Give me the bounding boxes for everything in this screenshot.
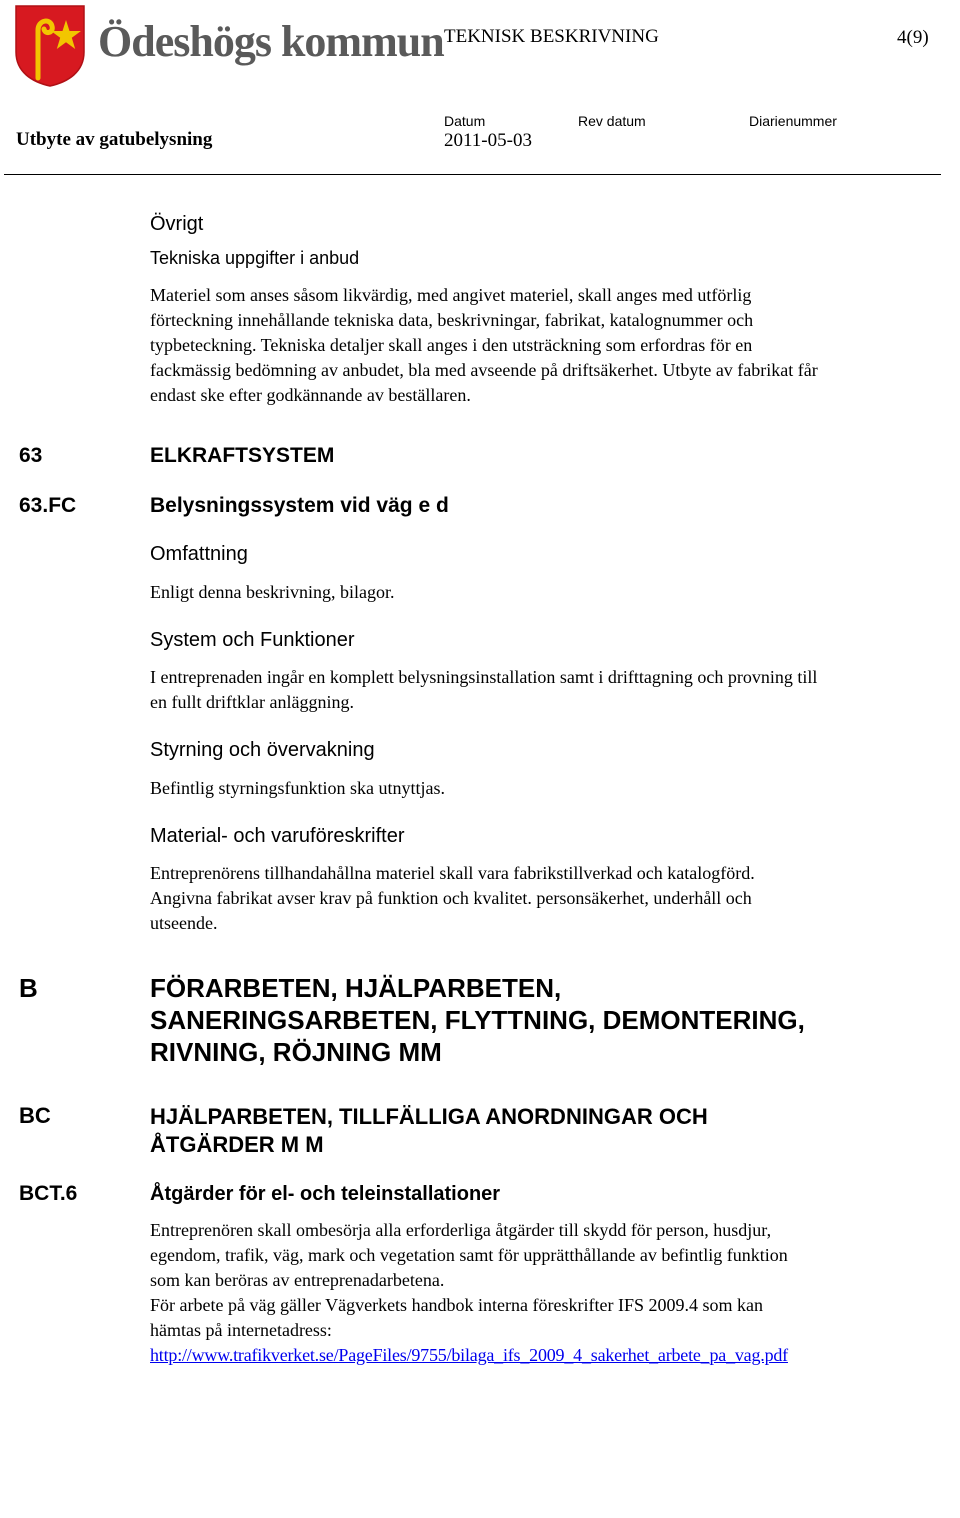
page-number: 4(9) <box>897 27 929 48</box>
text-line: typbeteckning. Tekniska detaljer skall anges i den utsträckning som erfordras för en <box>150 335 753 355</box>
section-bct6-title: Åtgärder för el- och teleinstallationer <box>150 1183 501 1205</box>
section-bc-title <box>150 1103 708 1159</box>
section-63-title: ELKRAFTSYSTEM <box>150 444 335 467</box>
bct6-paragraph <box>150 1218 788 1368</box>
text-line: Materiel som anses såsom likvärdig, med angivet materiel, skall anges med utförlig <box>150 285 752 305</box>
title-line: SANERINGSARBETEN, FLYTTNING, DEMONTERING, <box>150 1005 805 1035</box>
ovrigt-paragraph <box>150 283 818 408</box>
diarienummer-label: Diarienummer <box>749 113 837 129</box>
styrning-heading: Styrning och övervakning <box>150 739 375 761</box>
section-b-code: B <box>19 973 38 1003</box>
text-line: Entreprenörens tillhandahållna materiel skall vara fabrikstillverkad och katalogförd. <box>150 863 755 883</box>
date-value: 2011-05-03 <box>444 130 532 151</box>
title-line: ÅTGÄRDER M M <box>150 1132 324 1157</box>
trafikverket-pdf-link[interactable]: http://www.trafikverket.se/PageFiles/9755/bilaga_ifs_2009_4_sakerhet_arbete_pa_vag.pdf <box>150 1345 788 1365</box>
title-line: HJÄLPARBETEN, TILLFÄLLIGA ANORDNINGAR OCH <box>150 1104 708 1129</box>
text-line: hämtas på internetadress: <box>150 1320 332 1340</box>
text-line: utseende. <box>150 913 218 933</box>
material-heading: Material- och varuföreskrifter <box>150 825 405 847</box>
text-line: Entreprenören skall ombesörja alla erforderliga åtgärder till skydd för person, husdjur, <box>150 1220 772 1240</box>
text-line: I entreprenaden ingår en komplett belysningsinstallation samt i drifttagning och provning till <box>150 667 818 687</box>
section-b-title <box>150 972 805 1068</box>
text-line: som kan beröras av entreprenadarbetena. <box>150 1270 445 1290</box>
project-title: Utbyte av gatubelysning <box>16 129 213 150</box>
ovrigt-subheading: Tekniska uppgifter i anbud <box>150 248 360 268</box>
org-name: Ödeshögs kommun <box>98 17 444 66</box>
header-divider <box>4 174 941 175</box>
section-63fc-code: 63.FC <box>19 494 77 517</box>
rev-date-label: Rev datum <box>578 113 646 129</box>
text-line: egendom, trafik, väg, mark och vegetation samt för upprätthållande av befintlig funktion <box>150 1245 788 1265</box>
text-line: en fullt driftklar anläggning. <box>150 692 354 712</box>
text-line: Angivna fabrikat avser krav på funktion och kvalitet. personsäkerhet, underhåll och <box>150 888 752 908</box>
text-line: endast ske efter godkännande av beställaren. <box>150 385 471 405</box>
section-bc-code: BC <box>19 1103 51 1128</box>
ovrigt-heading: Övrigt <box>150 213 204 235</box>
system-heading: System och Funktioner <box>150 629 355 651</box>
title-line: FÖRARBETEN, HJÄLPARBETEN, <box>150 973 562 1003</box>
omfattning-text: Enligt denna beskrivning, bilagor. <box>150 582 395 602</box>
text-line: fackmässig bedömning av anbudet, bla med avseende på driftsäkerhet. Utbyte av fabrikat får <box>150 360 818 380</box>
document-type: TEKNISK BESKRIVNING <box>444 26 659 47</box>
system-paragraph <box>150 665 817 715</box>
omfattning-heading: Omfattning <box>150 543 248 565</box>
section-63-code: 63 <box>19 444 43 467</box>
section-63fc-title: Belysningssystem vid väg e d <box>150 494 449 517</box>
material-paragraph <box>150 861 755 936</box>
coat-of-arms-icon <box>14 4 86 88</box>
section-bct6-code: BCT.6 <box>19 1182 78 1205</box>
styrning-text: Befintlig styrningsfunktion ska utnyttjas. <box>150 778 445 798</box>
text-line: förteckning innehållande tekniska data, beskrivningar, fabrikat, katalognummer och <box>150 310 754 330</box>
date-label: Datum <box>444 113 486 129</box>
text-line: För arbete på väg gäller Vägverkets handbok interna föreskrifter IFS 2009.4 som kan <box>150 1295 763 1315</box>
title-line: RIVNING, RÖJNING MM <box>150 1037 442 1067</box>
